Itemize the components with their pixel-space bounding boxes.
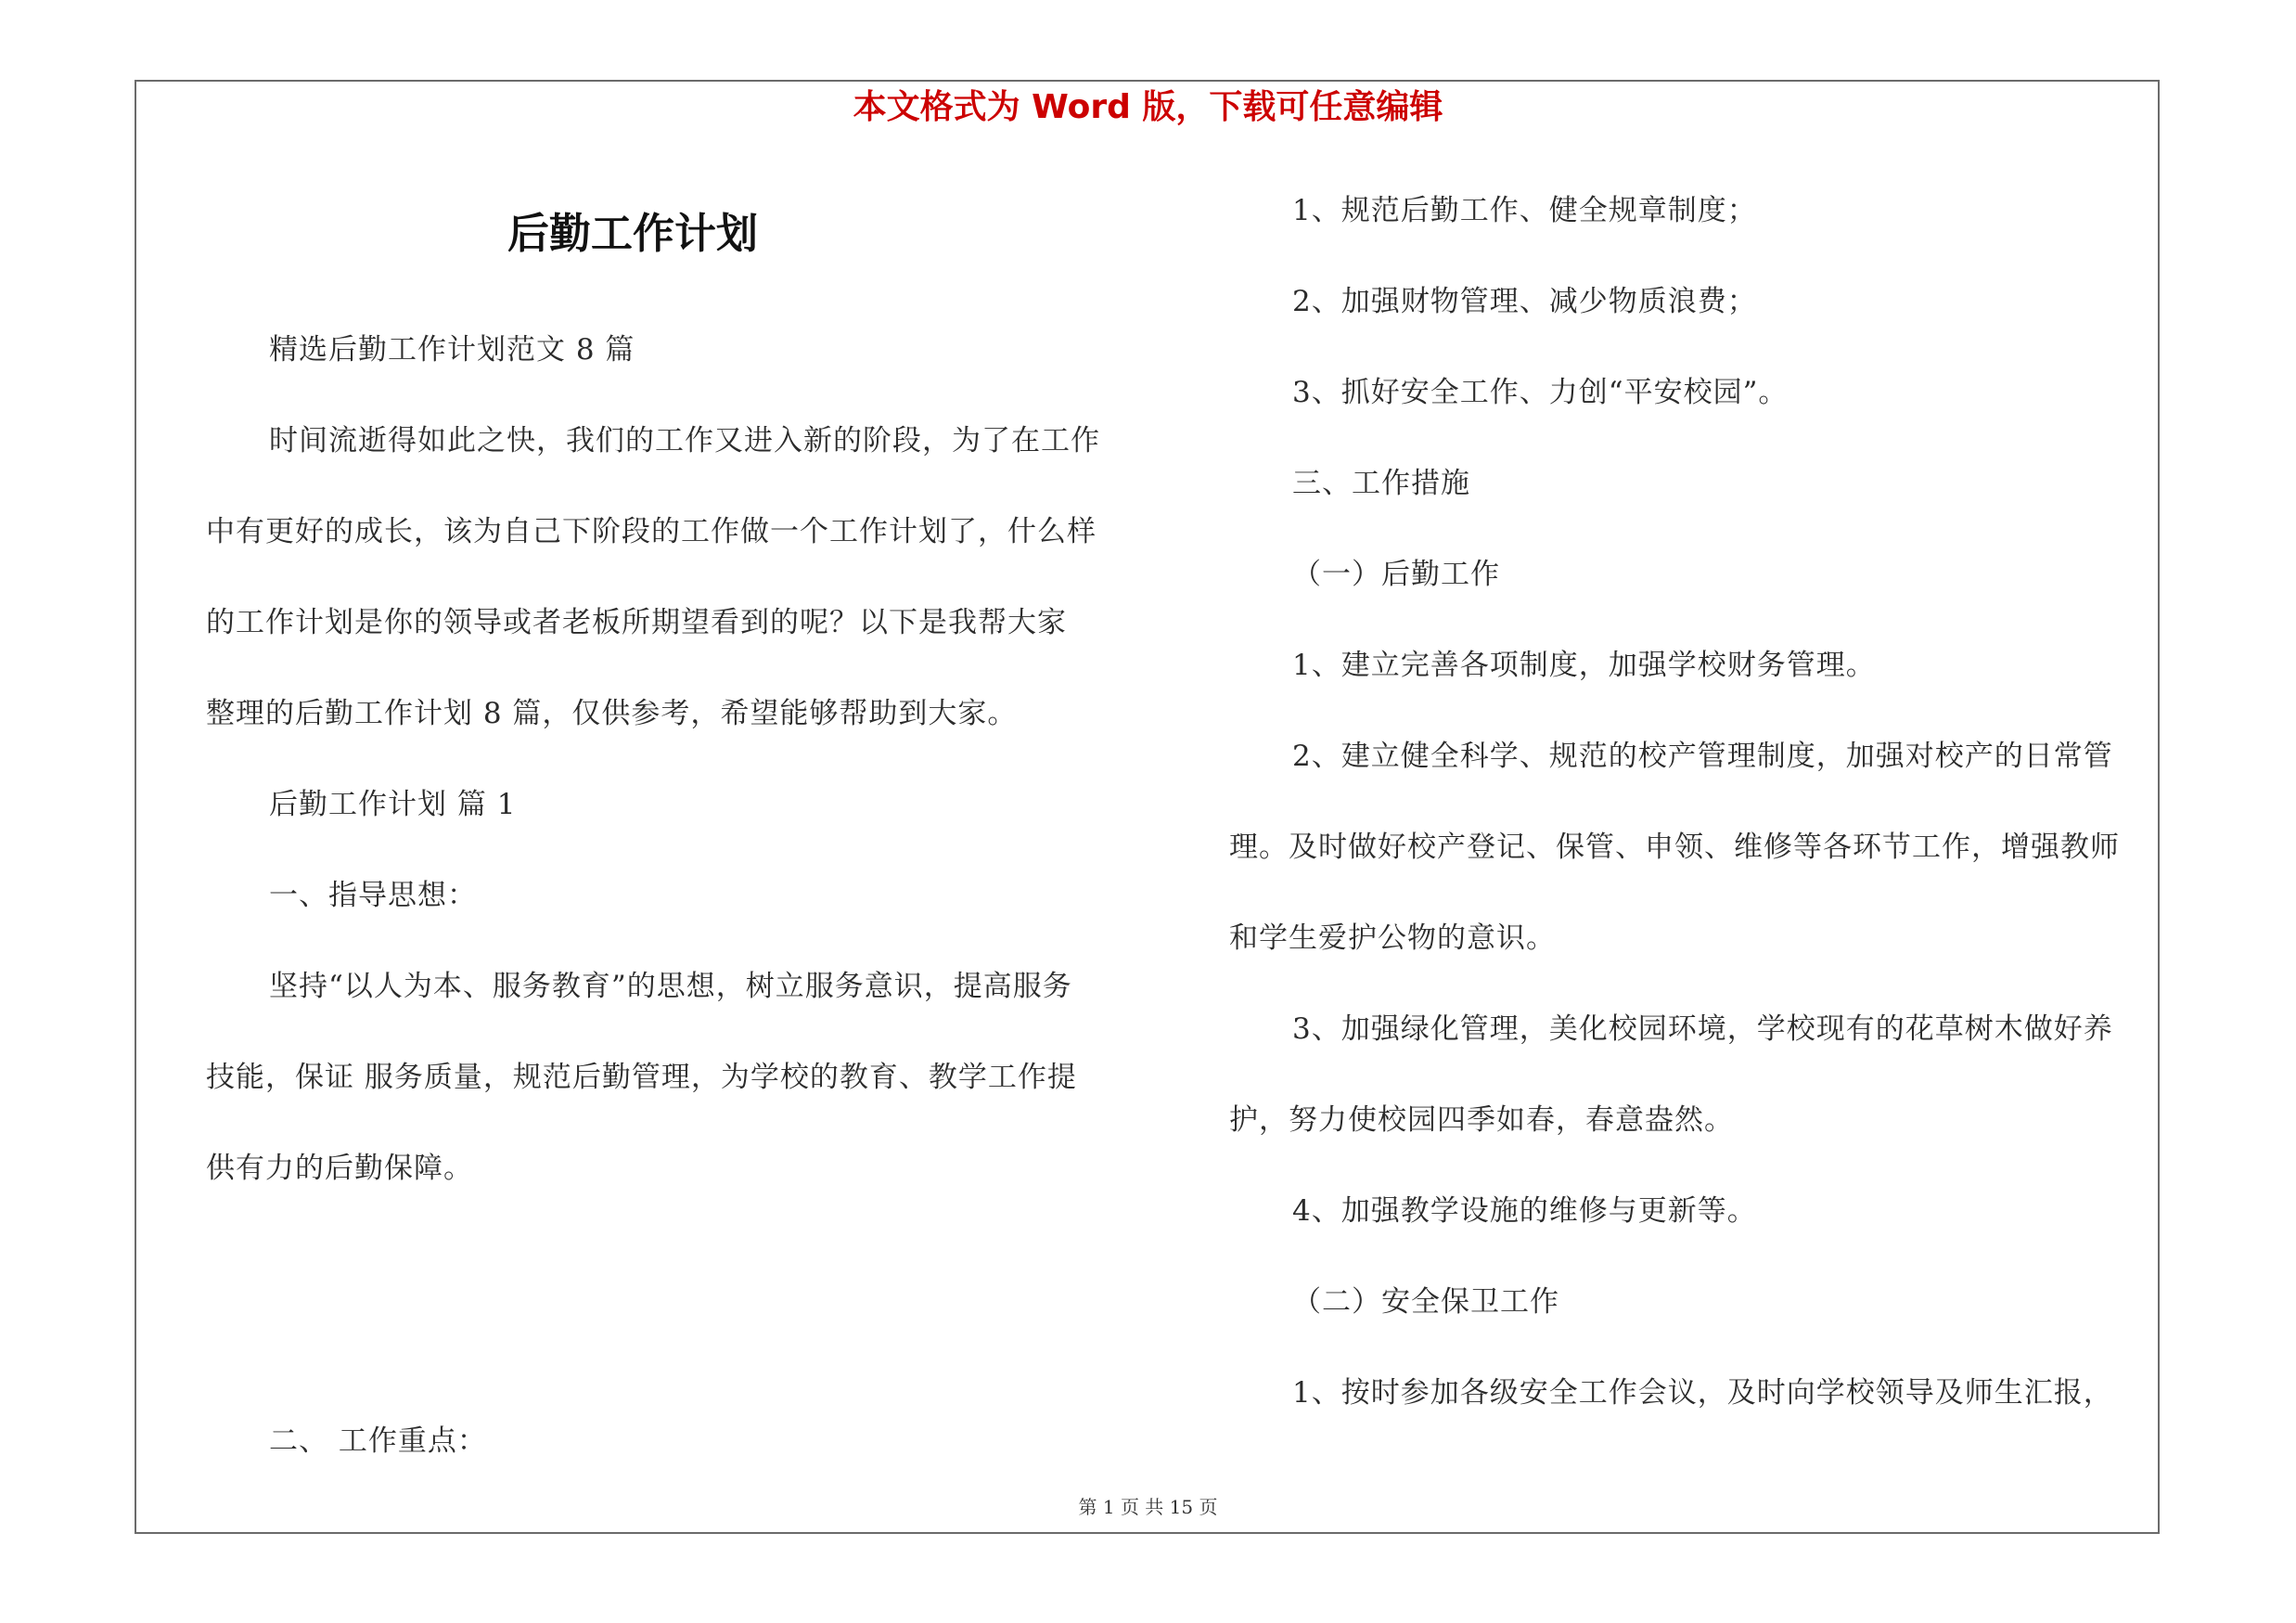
paragraph-line: 理。及时做好校产登记、保管、申领、维修等各环节工作，增强教师: [1229, 831, 2120, 864]
paragraph-line: 1、按时参加各级安全工作会议，及时向学校领导及师生汇报，: [1292, 1376, 2113, 1410]
paragraph-line: 和学生爱护公物的意识。: [1229, 921, 1556, 955]
paragraph-line: 精选后勤工作计划范文 8 篇: [269, 333, 635, 367]
section-heading: 三、工作措施: [1292, 467, 1470, 500]
format-banner: 本文格式为 Word 版，下载可任意编辑: [853, 88, 1443, 126]
section-heading: （一）后勤工作: [1292, 558, 1500, 591]
section-heading: 二、 工作重点：: [269, 1424, 487, 1458]
paragraph-line: 1、建立完善各项制度，加强学校财务管理。: [1292, 649, 1876, 682]
blank-line: [206, 1305, 1134, 1396]
paragraph-line: 中有更好的成长，该为自己下阶段的工作做一个工作计划了，什么样: [206, 515, 1097, 548]
section-heading: 后勤工作计划 篇 1: [269, 788, 517, 821]
page-number-footer: 第 1 页 共 15 页: [1078, 1496, 1218, 1518]
blank-line: [206, 1214, 1134, 1305]
paragraph-line: 4、加强教学设施的维修与更新等。: [1292, 1194, 1757, 1228]
paragraph-line: 2、加强财物管理、减少物质浪费；: [1292, 285, 1757, 318]
right-column: [1229, 165, 2161, 1438]
paragraph-line: 整理的后勤工作计划 8 篇，仅供参考，希望能够帮助到大家。: [206, 697, 1018, 730]
document-title: 后勤工作计划: [507, 209, 758, 258]
paragraph-line: 1、规范后勤工作、健全规章制度；: [1292, 194, 1757, 227]
left-column: [206, 304, 1134, 1487]
paragraph-line: 的工作计划是你的领导或者老板所期望看到的呢？以下是我帮大家: [206, 606, 1067, 639]
section-heading: （二）安全保卫工作: [1292, 1285, 1559, 1319]
paragraph-line: 坚持“以人为本、服务教育”的思想，树立服务意识，提高服务: [269, 970, 1072, 1003]
paragraph-line: 技能，保证 服务质量，规范后勤管理，为学校的教育、教学工作提: [206, 1061, 1077, 1094]
paragraph-line: 供有力的后勤保障。: [206, 1152, 473, 1185]
section-heading: 一、指导思想：: [269, 879, 477, 912]
paragraph-line: 3、抓好安全工作、力创“平安校园”。: [1292, 376, 1789, 409]
paragraph-line: 护，努力使校园四季如春，春意盎然。: [1229, 1103, 1734, 1137]
paragraph-line: 3、加强绿化管理，美化校园环境，学校现有的花草树木做好养: [1292, 1012, 2113, 1046]
paragraph-line: 2、建立健全科学、规范的校产管理制度，加强对校产的日常管: [1292, 740, 2113, 773]
paragraph-line: 时间流逝得如此之快，我们的工作又进入新的阶段，为了在工作: [269, 424, 1100, 457]
